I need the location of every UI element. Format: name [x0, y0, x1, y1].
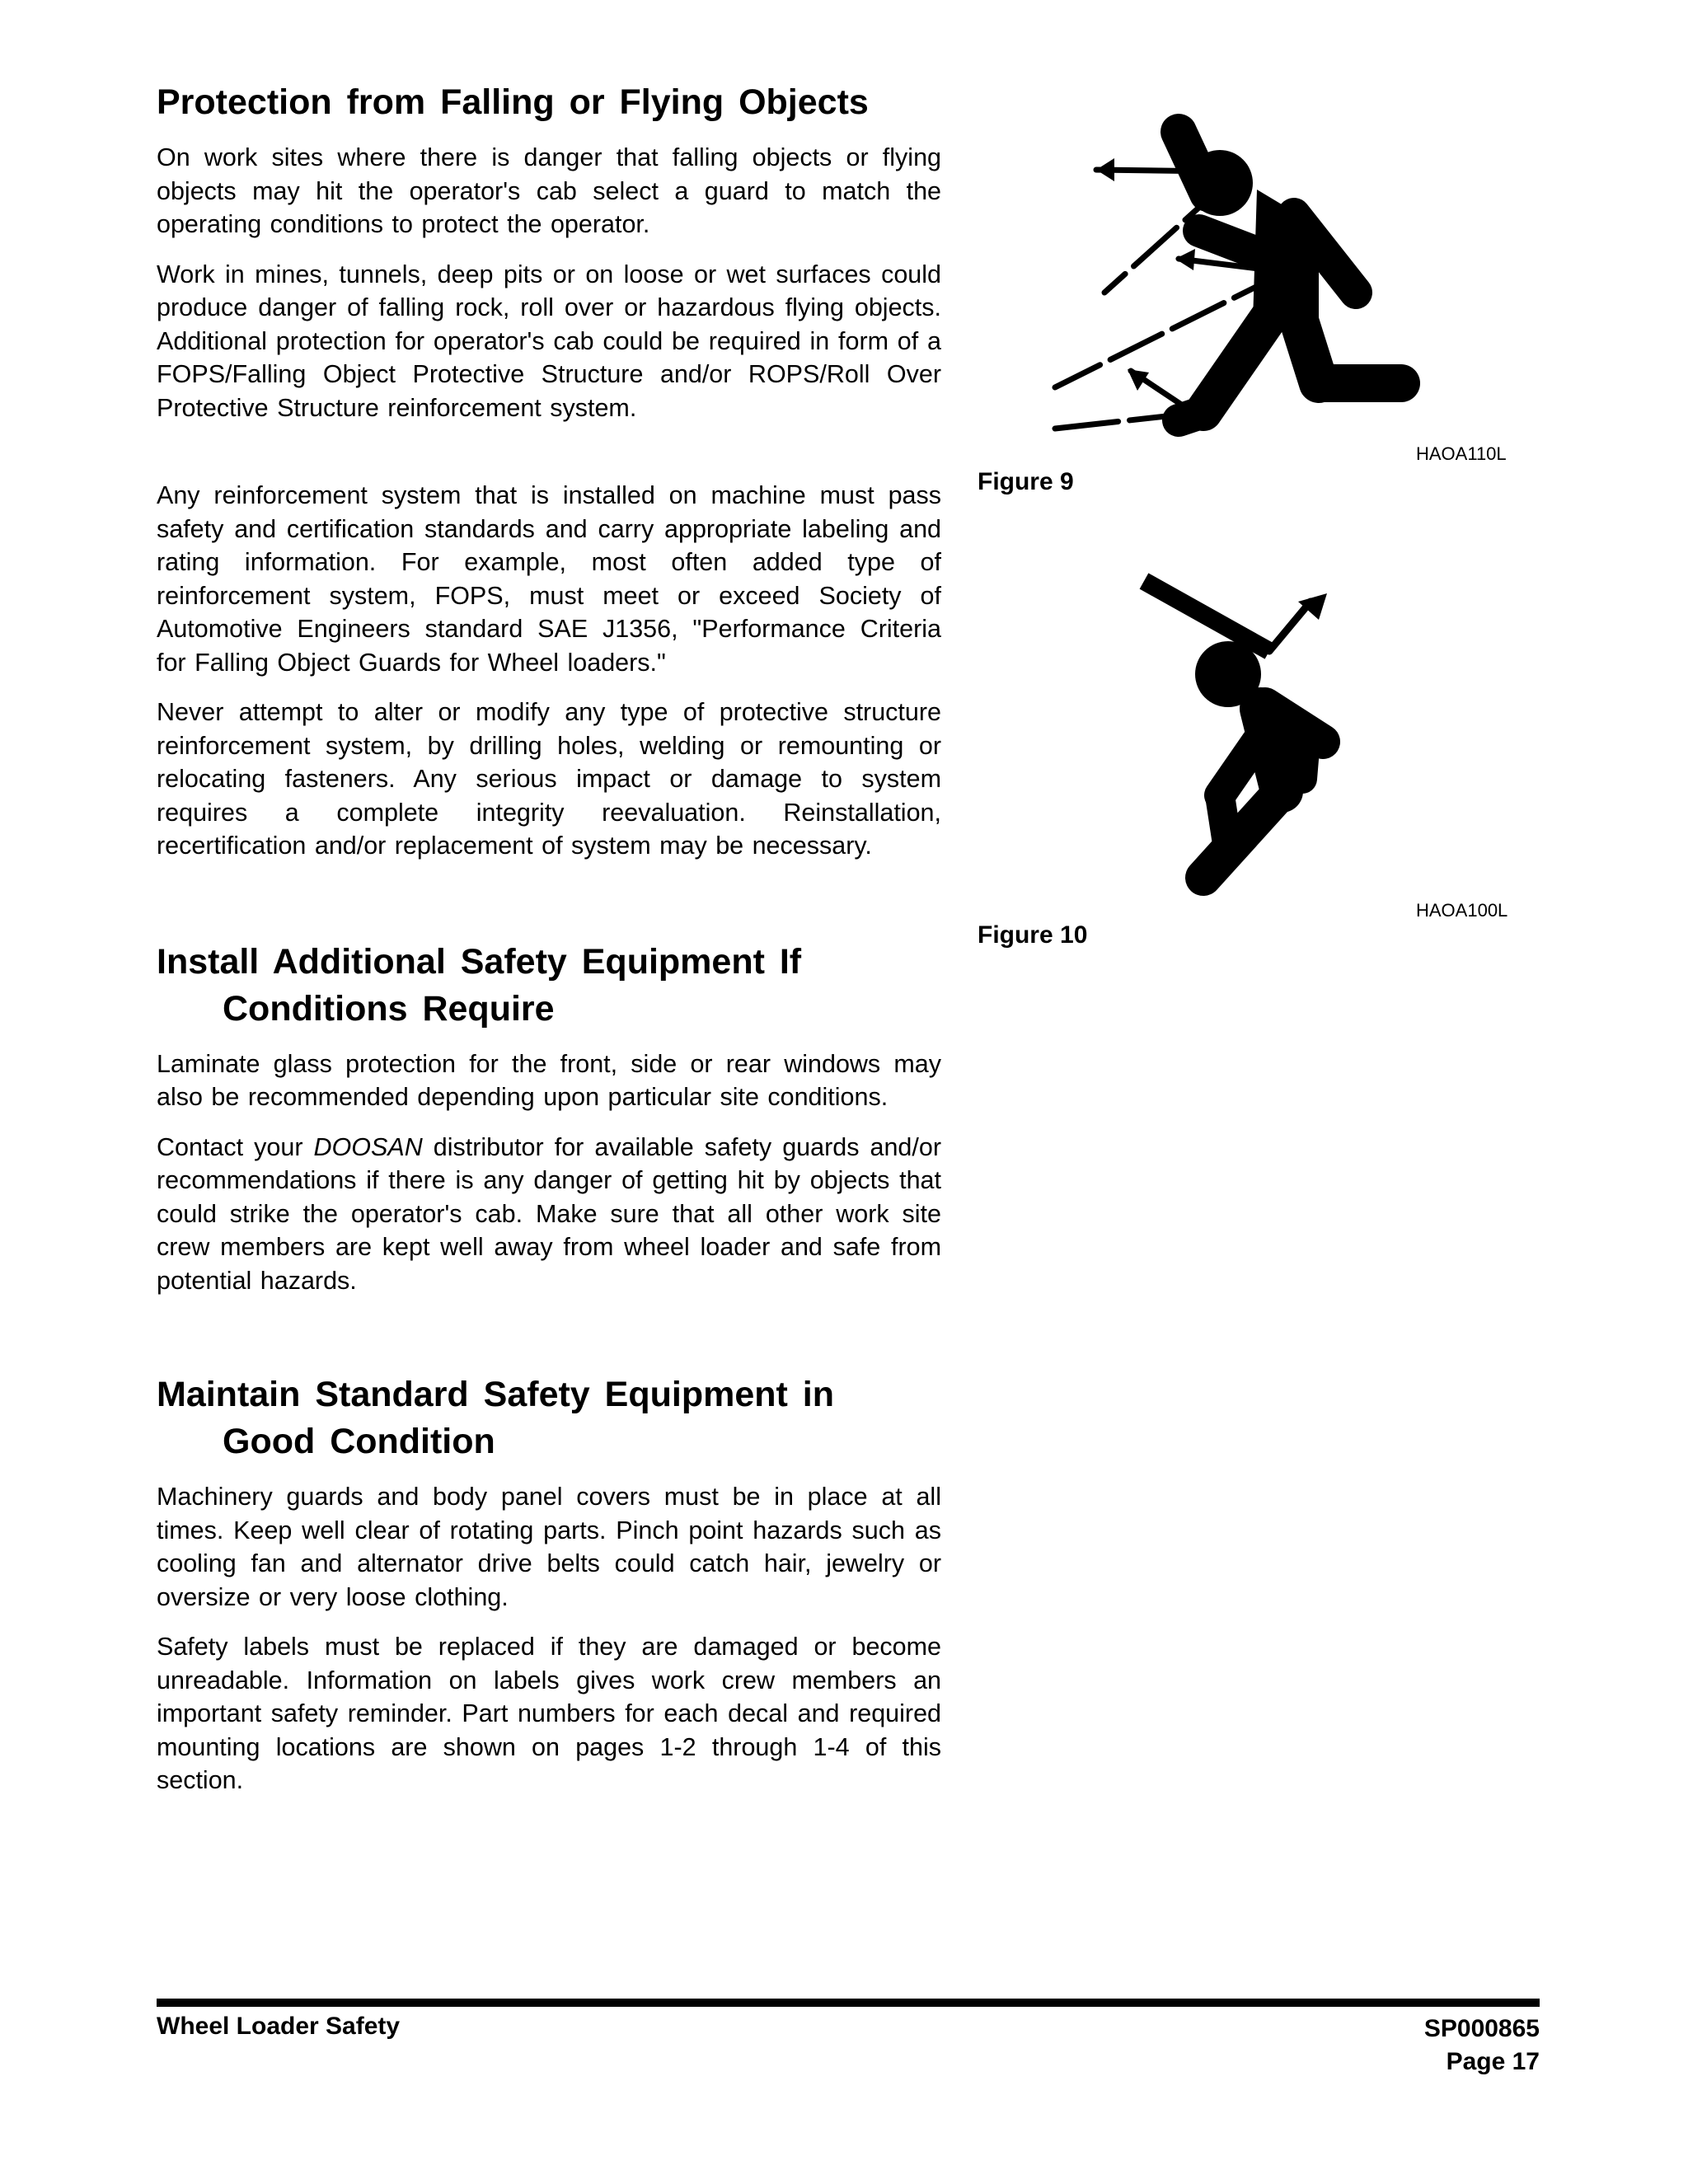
footer-title: Wheel Loader Safety: [157, 2013, 401, 2040]
text: distributor for available safety guards and/or recommendations if there is any danger of getting hit by objects that could strike the operator's cab. Make sure that all other work site crew members are kept well away from wheel loader and safe from potential hazards.: [157, 1132, 941, 1295]
brand-name: DOOSAN: [313, 1132, 423, 1161]
footer-rule: [157, 1999, 1540, 2007]
flying-objects-person-icon: [1047, 107, 1442, 453]
heading-maintain-equipment: Maintain Standard Safety Equipment in Good Condition: [157, 1375, 834, 1461]
paragraph: [157, 1131, 941, 1298]
paragraph: Never attempt to alter or modify any type of protective structure reinforcement system, by drilling holes, welding or remounting or relocating fasteners. Any serious impact or damage to system requires a complete integrity reevaluation. Reinstallation, recertification and/or replacement of system may be necessary.: [157, 698, 941, 860]
page-number: Page 17: [1446, 2048, 1540, 2075]
paragraph: Safety labels must be replaced if they are damaged or become unreadable. Information on labels gives work crew members an important safety reminder. Part numbers for each decal and required mounting locations are shown on pages 1-2 through 1-4 of this section.: [157, 1633, 941, 1794]
paragraph: Any reinforcement system that is installed on machine must pass safety and certification standards and carry appropriate labeling and rating information. For example, most often added type of reinforcement system, FOPS, must meet or exceed Society of Automotive Engineers standard SAE J1356, "Performance Criteria for Falling Object Guards for Wheel loaders.": [157, 481, 941, 677]
figure-code: HAOA110L: [1416, 443, 1507, 464]
figure-label: Figure 9: [978, 468, 1074, 495]
paragraph: Work in mines, tunnels, deep pits or on loose or wet surfaces could produce danger of falling rock, roll over or hazardous flying objects. Additional protection for operator's cab could be required in form of a FOPS/Falling Object Protective Structure and/or ROPS/Roll Over Protective Structure reinforcement system.: [157, 260, 941, 422]
paragraph: Machinery guards and body panel covers must be in place at all times. Keep well clear of rotating parts. Pinch point hazards such as cooling fan and alternator drive belts could catch hair, jewelry or oversize or very loose clothing.: [157, 1483, 941, 1611]
heading-falling-objects: Protection from Falling or Flying Objects: [157, 82, 869, 122]
document-number: SP000865: [1423, 2015, 1540, 2042]
heading-install-equipment: Install Additional Safety Equipment If Conditions Require: [157, 941, 802, 1029]
paragraph: On work sites where there is danger that falling objects or flying objects may hit the operator's cab select a guard to match the operating conditions to protect the operator.: [157, 143, 941, 238]
falling-object-person-icon: [1137, 569, 1385, 898]
figure-label: Figure 10: [978, 921, 1088, 949]
figure-code: HAOA100L: [1416, 900, 1508, 921]
text-column: [157, 79, 941, 1814]
footer-page-info: [1424, 2013, 1540, 2079]
text: Contact your: [157, 1132, 314, 1161]
paragraph: Laminate glass protection for the front, side or rear windows may also be recommended depending upon particular site conditions.: [157, 1049, 941, 1111]
